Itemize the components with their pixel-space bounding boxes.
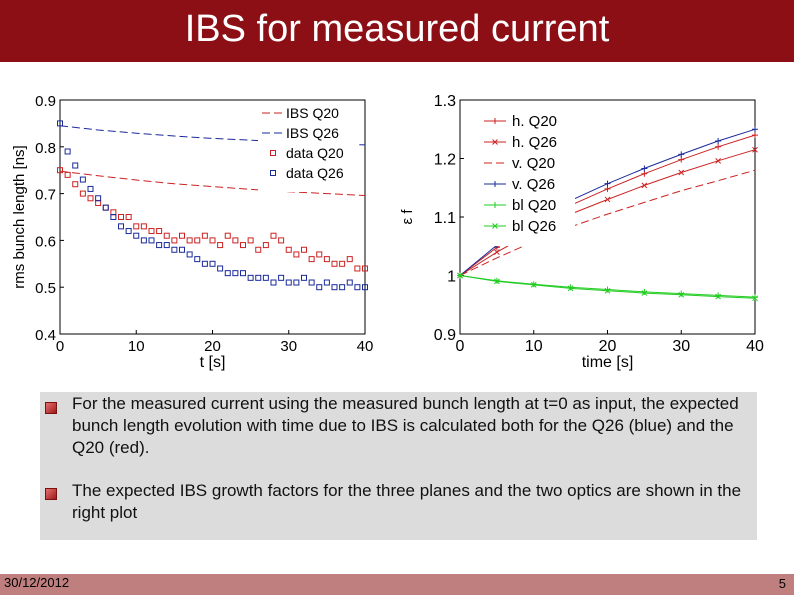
y-tick-label: 0.4: [35, 327, 56, 344]
bullet-text-2: The expected IBS growth factors for the three planes and the two optics are shown in the right plot: [72, 481, 742, 522]
y-tick-label: 1.2: [433, 151, 456, 169]
bullet-icon: [45, 488, 57, 500]
legend-label: v. Q26: [512, 176, 556, 193]
footer-bar: [0, 574, 794, 595]
legend-label: bl Q26: [512, 218, 557, 235]
legend-label: bl Q20: [512, 197, 557, 214]
x-tick-label: 20: [598, 338, 617, 355]
legend-label: IBS Q26: [286, 125, 339, 141]
legend-label: data Q26: [286, 165, 344, 181]
x-tick-label: 10: [127, 338, 145, 355]
y-tick-label: 0.7: [35, 186, 56, 204]
y-axis-label: ε f: [399, 209, 416, 225]
text-box: [40, 392, 757, 540]
legend-label: h. Q26: [512, 134, 558, 151]
slide-title: IBS for measured current: [184, 8, 610, 50]
x-axis-label: time [s]: [581, 354, 634, 371]
y-axis-label: rms bunch length [ns]: [11, 145, 28, 289]
y-tick-label: 0.5: [35, 280, 56, 298]
legend-label: h. Q20: [512, 113, 558, 130]
charts-area: [0, 62, 794, 392]
growth-factor-chart: [399, 93, 764, 371]
y-tick-label: 0.9: [35, 93, 56, 110]
y-tick-label: 1.3: [433, 93, 456, 110]
legend-label: IBS Q20: [286, 105, 339, 121]
x-tick-label: 0: [55, 338, 65, 355]
title-bar: [0, 0, 794, 62]
y-tick-label: 1: [447, 268, 456, 286]
x-tick-label: 30: [672, 338, 691, 355]
bullet-icon: [45, 402, 57, 414]
x-tick-label: 40: [356, 338, 374, 355]
bunch-length-chart: [11, 93, 373, 371]
y-tick-label: 0.9: [433, 327, 456, 344]
footer-date: 30/12/2012: [4, 575, 70, 590]
x-tick-label: 0: [455, 338, 465, 355]
x-axis-label: t [s]: [199, 354, 226, 371]
page-number: 5: [778, 576, 786, 591]
bullet-text-1: For the measured current using the measured bunch length at t=0 as input, the expected bunch length evolution with time due to IBS is calculated both for the Q26 (blue) and the Q20 (red).: [72, 394, 739, 457]
x-tick-label: 30: [280, 338, 298, 355]
x-tick-label: 40: [746, 338, 764, 355]
legend-label: v. Q20: [512, 155, 556, 172]
y-tick-label: 0.8: [35, 139, 56, 157]
y-tick-label: 0.6: [35, 233, 56, 251]
x-tick-label: 20: [204, 338, 221, 355]
legend-label: data Q20: [286, 145, 344, 161]
y-tick-label: 1.1: [433, 210, 456, 227]
legend: [480, 113, 575, 246]
legend: [258, 105, 358, 192]
x-tick-label: 10: [524, 338, 543, 355]
